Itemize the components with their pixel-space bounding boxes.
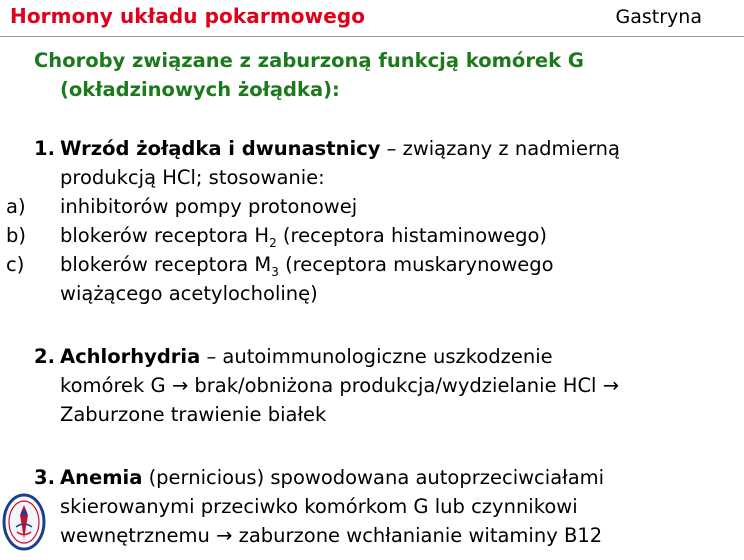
subitem-b-text-post: (receptora histaminowego) xyxy=(276,224,548,247)
subitem-b-marker: b) xyxy=(6,224,26,247)
item-3-heading: Anemia xyxy=(60,466,143,489)
subitem-c-marker: c) xyxy=(6,253,25,276)
subitem-c-text-post: (receptora muskarynowego xyxy=(278,253,554,276)
item-1-subitem-b xyxy=(6,221,739,250)
item-2-heading: Achlorhydria xyxy=(60,345,201,368)
item-3-number: 3. xyxy=(34,466,55,489)
item-1-subitem-a xyxy=(6,192,739,221)
section-label: Gastryna xyxy=(615,6,702,28)
subitem-b-text-pre: blokerów receptora H xyxy=(60,224,270,247)
slide-subtitle xyxy=(34,46,734,104)
header-divider xyxy=(0,36,744,37)
item-1-line-1 xyxy=(34,134,739,163)
item-3-text-1: (pernicious) spowodowana autoprzeciwciałami xyxy=(142,466,605,489)
slide-title: Hormony układu pokarmowego xyxy=(10,4,366,28)
item-3-line-2: skierowanymi przeciwko komórkom G lub czynnikowi xyxy=(60,495,578,518)
item-2-line-3: Zaburzone trawienie białek xyxy=(60,403,327,426)
subitem-c-text-pre: blokerów receptora M xyxy=(60,253,272,276)
subtitle-line-2: (okładzinowych żołądka): xyxy=(60,78,340,101)
subtitle-line-1: Choroby związane z zaburzoną funkcją komórek G xyxy=(34,49,584,72)
list-item-1 xyxy=(6,134,739,308)
university-seal-icon xyxy=(2,493,46,551)
subitem-b-subscript: 2 xyxy=(269,236,277,250)
subitem-a-text: inhibitorów pompy protonowej xyxy=(60,195,358,218)
item-2-number: 2. xyxy=(34,345,55,368)
item-3-line-3: wewnętrznemu → zaburzone wchłanianie witaminy B12 xyxy=(60,524,603,547)
slide-header xyxy=(0,0,744,36)
item-3-line-1 xyxy=(34,463,739,492)
list-item-3 xyxy=(34,463,739,550)
slide-content xyxy=(6,134,739,550)
item-1-text-1: – związany z nadmierną xyxy=(380,137,620,160)
item-1-subitem-c-line-2: wiążącego acetylocholinę) xyxy=(60,282,318,305)
list-item-2 xyxy=(34,342,739,429)
subitem-a-marker: a) xyxy=(6,195,26,218)
item-1-subitem-c xyxy=(6,250,739,279)
subitem-c-subscript: 3 xyxy=(271,265,279,279)
item-1-number: 1. xyxy=(34,137,55,160)
item-1-line-2: produkcją HCl; stosowanie: xyxy=(60,166,325,189)
item-2-text-1: – autoimmunologiczne uszkodzenie xyxy=(200,345,553,368)
item-2-line-1 xyxy=(34,342,739,371)
item-1-heading: Wrzód żołądka i dwunastnicy xyxy=(60,137,381,160)
item-2-line-2: komórek G → brak/obniżona produkcja/wydzielanie HCl → xyxy=(60,374,620,397)
